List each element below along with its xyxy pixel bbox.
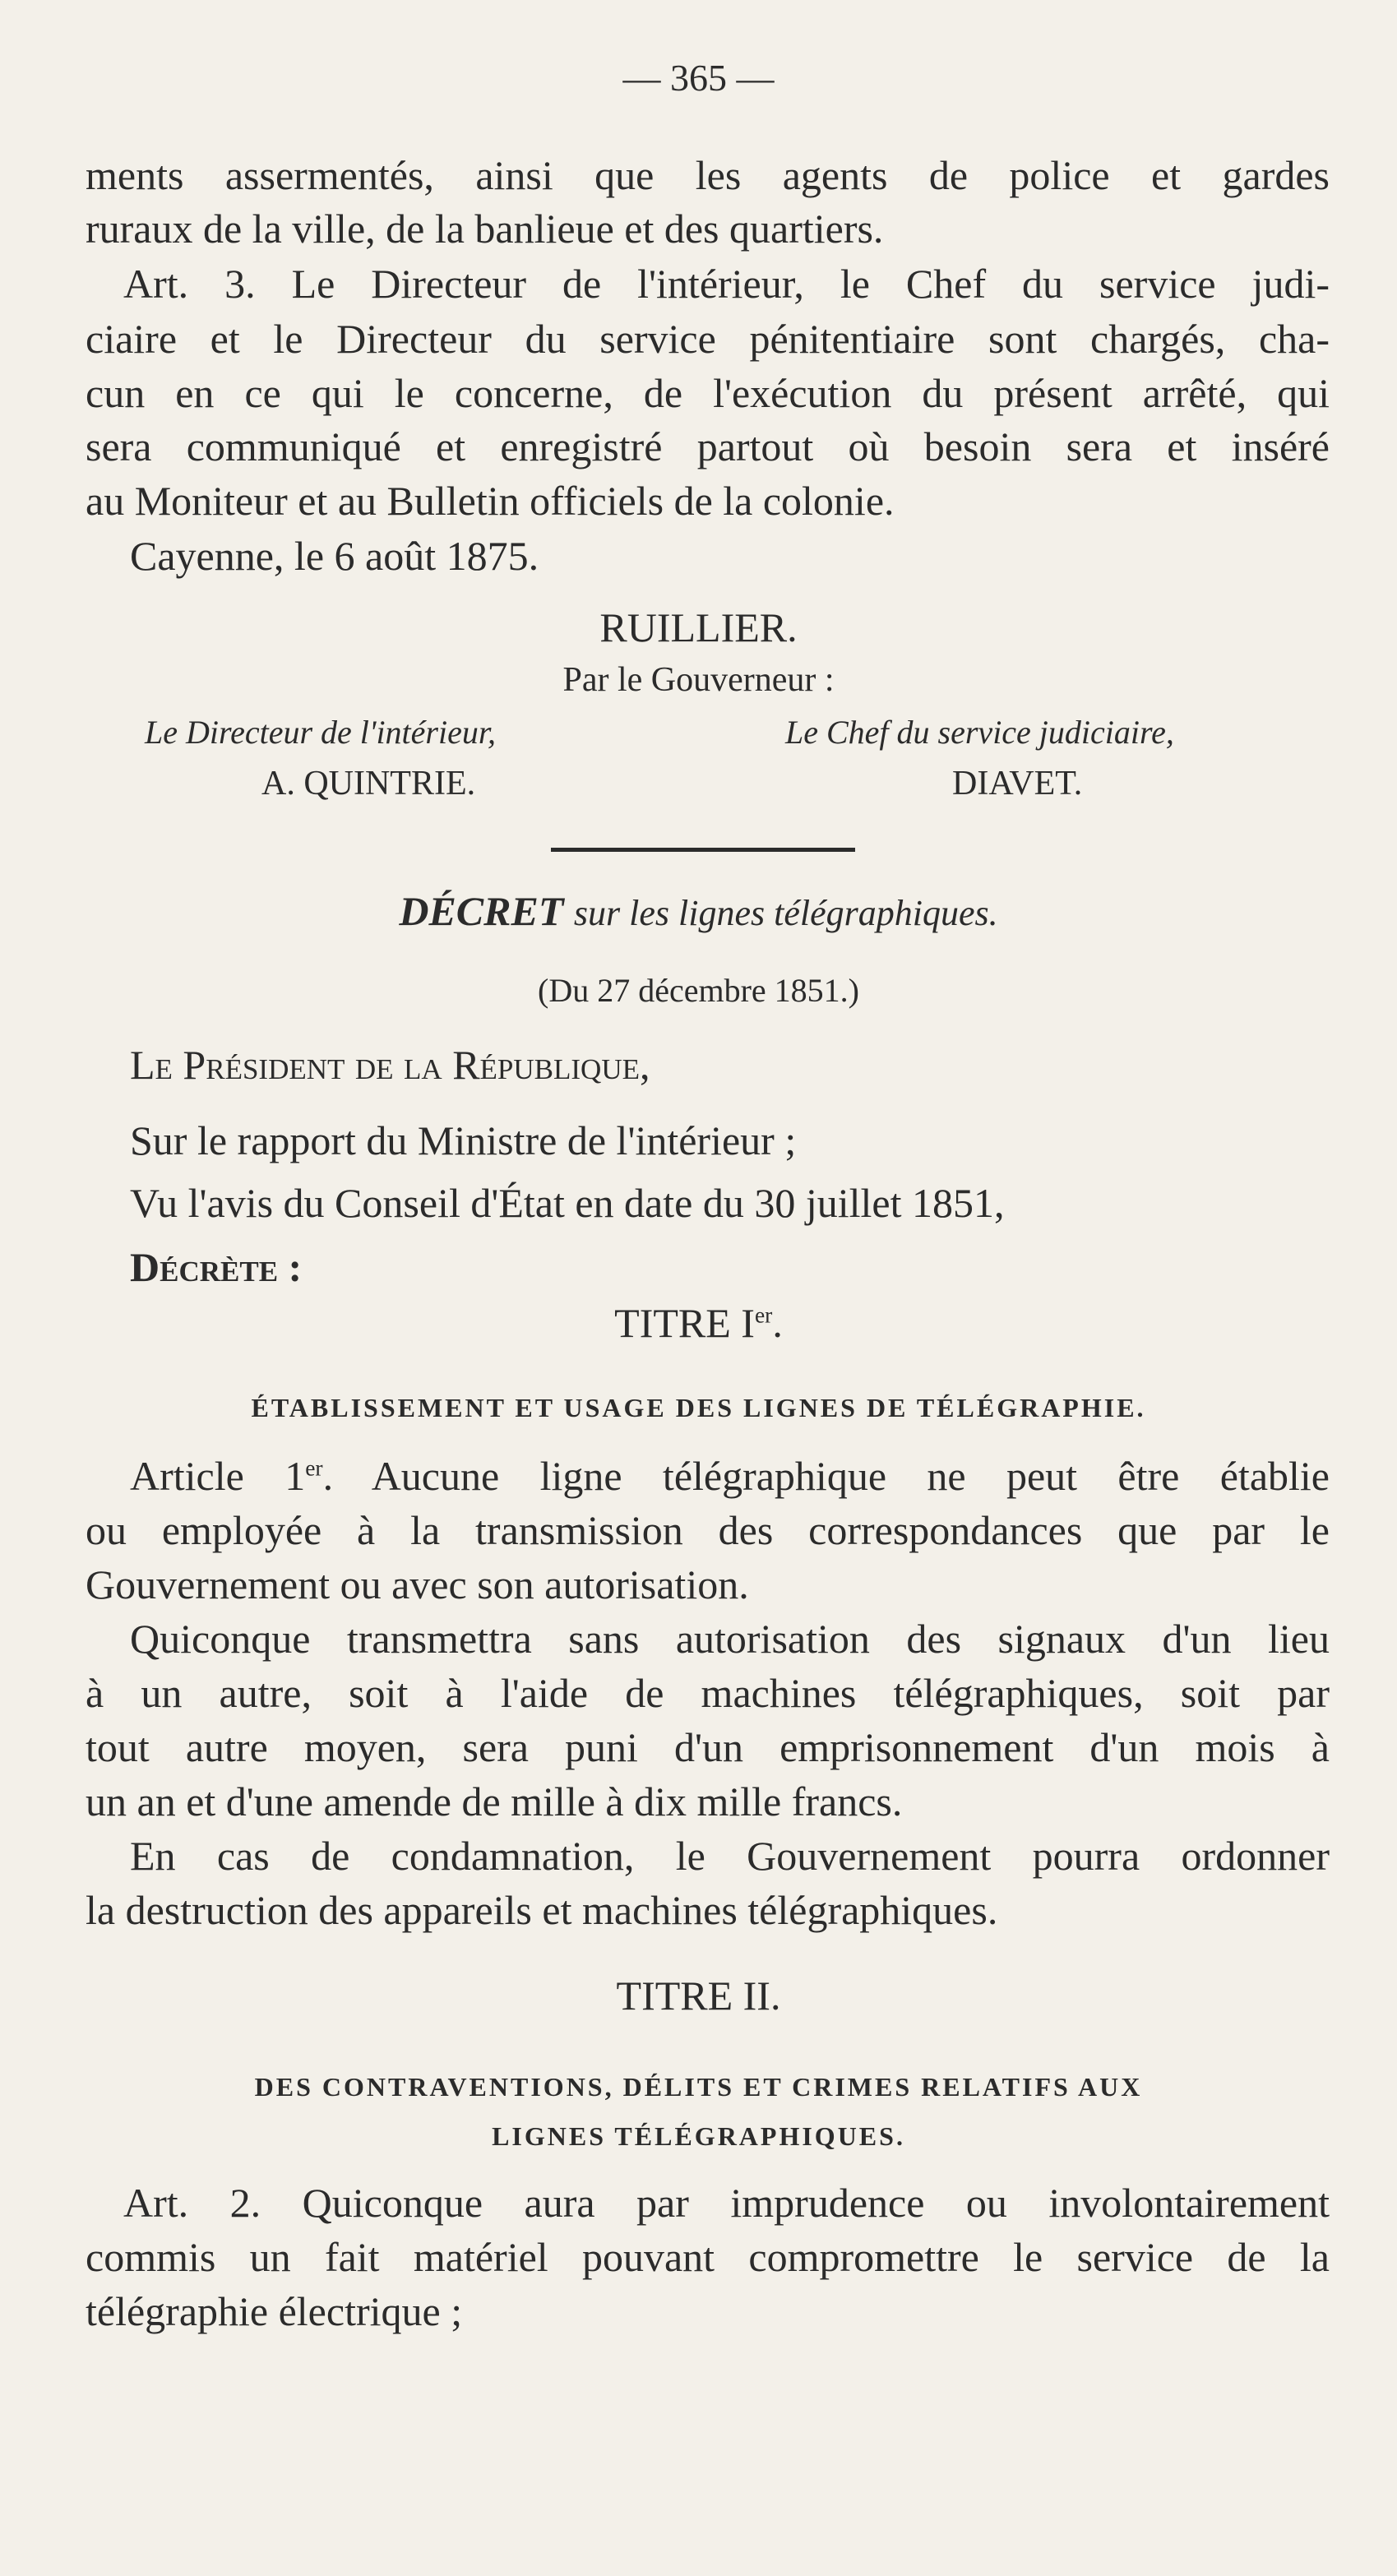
decret-heading-bold: DÉCRET — [399, 888, 564, 934]
article-1-line: ou employée à la transmission des correspondances que par le — [86, 1507, 1330, 1553]
place-date: Cayenne, le 6 août 1875. — [130, 533, 539, 579]
art3-line: au Moniteur et au Bulletin officiels de la colonie. — [86, 478, 895, 524]
article-1-line: Article 1er. Aucune ligne télégraphique ne peut être établie — [130, 1453, 1330, 1499]
governor-signature: RUILLIER. — [599, 604, 798, 650]
paragraph-line: Quiconque transmettra sans autorisation des signaux d'un lieu — [130, 1616, 1330, 1662]
right-signatory-title: Le Chef du service judiciaire, — [785, 714, 1174, 751]
paragraph-line: tout autre moyen, sera puni d'un emprisonnement d'un mois à — [86, 1724, 1330, 1770]
art3-line: Art. 3. Le Directeur de l'intérieur, le Chef du service judi- — [123, 261, 1330, 307]
art3-line: sera communiqué et enregistré partout où besoin sera et inséré — [86, 423, 1330, 469]
titre-1-heading: TITRE Ier. — [614, 1300, 783, 1346]
text-line: ments assermentés, ainsi que les agents de police et gardes — [86, 152, 1330, 198]
paragraph-line: un an et d'une amende de mille à dix mille francs. — [86, 1778, 903, 1824]
art2-line: télégraphie électrique ; — [86, 2288, 463, 2334]
art3-line: ciaire et le Directeur du service pénitentiaire sont chargés, cha- — [86, 316, 1330, 362]
titre-2-heading: TITRE II. — [616, 1972, 781, 2019]
text-line: ruraux de la ville, de la banlieue et des quartiers. — [86, 206, 884, 252]
left-signatory-name: A. QUINTRIE. — [261, 765, 476, 802]
art2-line: commis un fait matériel pouvant compromettre le service de la — [86, 2234, 1330, 2280]
titre-2-subheading: DES CONTRAVENTIONS, DÉLITS ET CRIMES RELATIFS AUX — [254, 2072, 1143, 2102]
decret-heading-rest: sur les lignes télégraphiques. — [573, 893, 998, 933]
left-signatory-title: Le Directeur de l'intérieur, — [145, 714, 496, 751]
art2-line: Art. 2. Quiconque aura par imprudence ou involontairement — [123, 2180, 1330, 2226]
titre-2-subheading: LIGNES TÉLÉGRAPHIQUES. — [492, 2121, 905, 2151]
article-1-line: Gouvernement ou avec son autorisation. — [86, 1561, 749, 1607]
paragraph-line: la destruction des appareils et machines télégraphiques. — [86, 1887, 998, 1933]
art3-line: cun en ce qui le concerne, de l'exécution du présent arrêté, qui — [86, 370, 1330, 416]
titre-1-subheading: ÉTABLISSEMENT ET USAGE DES LIGNES DE TÉLÉGRAPHIE. — [251, 1393, 1146, 1422]
president-line: Le Président de la République, — [130, 1042, 650, 1088]
separator-rule — [551, 848, 855, 852]
vu-lavis: Vu l'avis du Conseil d'État en date du 30 juillet 1851, — [130, 1180, 1005, 1226]
paragraph-line: à un autre, soit à l'aide de machines télégraphiques, soit par — [86, 1670, 1330, 1716]
right-signatory-name: DIAVET. — [952, 765, 1083, 802]
decret-date: (Du 27 décembre 1851.) — [538, 972, 859, 1009]
paragraph-line: En cas de condamnation, le Gouvernement pourra ordonner — [130, 1833, 1330, 1879]
decrete: Décrète : — [130, 1244, 303, 1290]
par-le-gouverneur: Par le Gouverneur : — [562, 661, 835, 699]
decret-heading — [0, 890, 1397, 932]
sur-le-rapport: Sur le rapport du Ministre de l'intérieur ; — [130, 1117, 797, 1163]
page-number: — 365 — — [622, 57, 775, 99]
